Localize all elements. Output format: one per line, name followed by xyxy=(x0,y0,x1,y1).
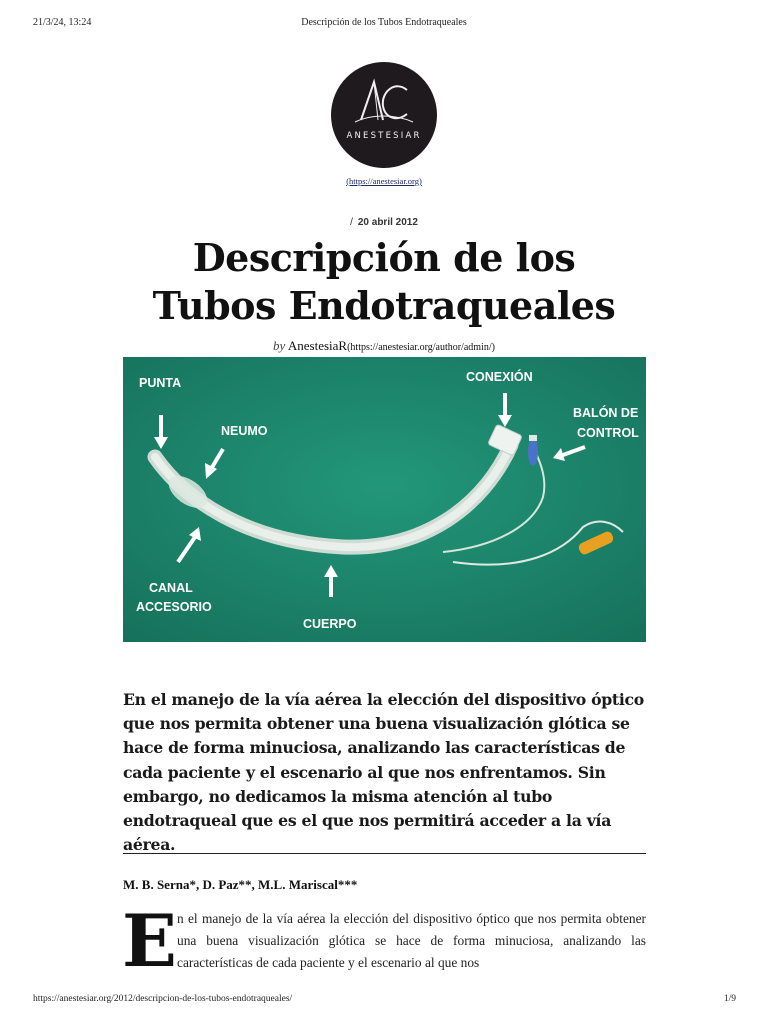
label-canal-2: ACCESORIO xyxy=(136,600,212,614)
divider xyxy=(123,853,646,854)
label-conexion: CONEXIÓN xyxy=(466,370,533,384)
post-date-text[interactable]: 20 abril 2012 xyxy=(357,217,418,228)
authors: M. B. Serna*, D. Paz**, M.L. Mariscal*** xyxy=(123,877,358,892)
print-datetime: 21/3/24, 13:24 xyxy=(33,17,92,28)
author-name[interactable]: AnestesiaR xyxy=(287,338,348,353)
label-balon-2: CONTROL xyxy=(577,426,639,440)
author-url[interactable]: (https://anestesiar.org/author/admin/) xyxy=(347,342,495,353)
date-separator: / xyxy=(350,217,353,228)
label-punta: PUNTA xyxy=(139,376,182,390)
logo-monogram-icon xyxy=(331,62,437,168)
print-doc-title: Descripción de los Tubos Endotraqueales xyxy=(301,17,467,28)
title-line-1: Descripción de los xyxy=(192,235,576,280)
hero-image-endotracheal-tube xyxy=(123,357,646,642)
title-line-2: Tubos Endotraqueales xyxy=(152,283,616,328)
page-title xyxy=(0,234,768,330)
logo-link[interactable]: (https://anestesiar.org) xyxy=(346,176,422,186)
pilot-balloon xyxy=(528,438,538,466)
print-footer xyxy=(33,994,736,1004)
label-neumo: NEUMO xyxy=(221,424,268,438)
post-date xyxy=(0,217,768,228)
label-cuerpo: CUERPO xyxy=(303,617,357,631)
label-canal-1: CANAL xyxy=(149,581,193,595)
lead-paragraph: En el manejo de la vía aérea la elección del dispositivo óptico que nos permita obtener una buena visualización glótica se hace de forma minuciosa, analizando las características de cada paciente y el escenario al que nos enfrentamos. Sin embargo, no dedicamos la misma atención al tubo endotraqueal que es el que nos permitirá acceder a la vía aérea. xyxy=(123,690,644,855)
drop-cap: E xyxy=(122,898,177,983)
body-paragraph: n el manejo de la vía aérea la elección del dispositivo óptico que nos permita obtener una buena visualización glótica se hace de forma minuciosa, analizando las características de cada paciente y el escenario al que nos xyxy=(177,911,646,970)
logo-text: ANESTESIAR xyxy=(346,131,422,141)
site-logo[interactable] xyxy=(331,62,437,168)
page-number: 1/9 xyxy=(723,994,736,1004)
print-url: https://anestesiar.org/2012/descripcion-de-los-tubos-endotraqueales/ xyxy=(33,994,293,1004)
byline xyxy=(0,338,768,354)
pilot-valve-cap xyxy=(529,435,537,441)
byline-by: by xyxy=(273,338,286,353)
label-balon-1: BALÓN DE xyxy=(573,406,639,420)
